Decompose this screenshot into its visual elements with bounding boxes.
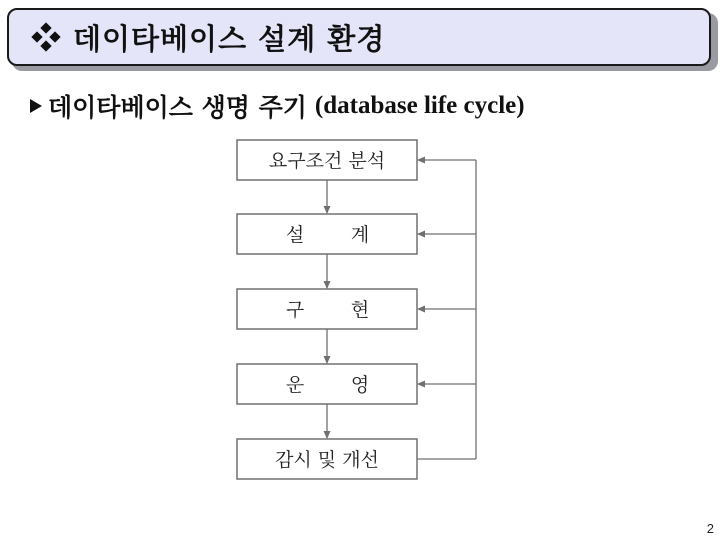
stage-label-right: 계: [350, 224, 370, 246]
stage-label: 요구조건 분석: [268, 150, 386, 172]
stage-box-operation: [237, 364, 417, 404]
stage-label-right: 현: [350, 299, 370, 321]
stage-box-monitoring: [237, 439, 417, 479]
stage-label-left: 구: [285, 299, 305, 321]
stage-label-right: 영: [350, 374, 370, 396]
stage-label: 감시 및 개선: [275, 449, 379, 471]
stage-box-requirements: [237, 140, 417, 180]
stage-box-implementation: [237, 289, 417, 329]
subtitle-korean: 데이타베이스 생명 주기: [48, 93, 307, 122]
slide-title: 데이타베이스 설계 환경: [73, 21, 386, 56]
page-number: 2: [706, 521, 714, 536]
stage-label-left: 설: [285, 224, 305, 246]
subtitle-english: (database life cycle): [314, 92, 525, 119]
stage-label-left: 운: [285, 374, 305, 396]
stage-box-design: [237, 214, 417, 254]
